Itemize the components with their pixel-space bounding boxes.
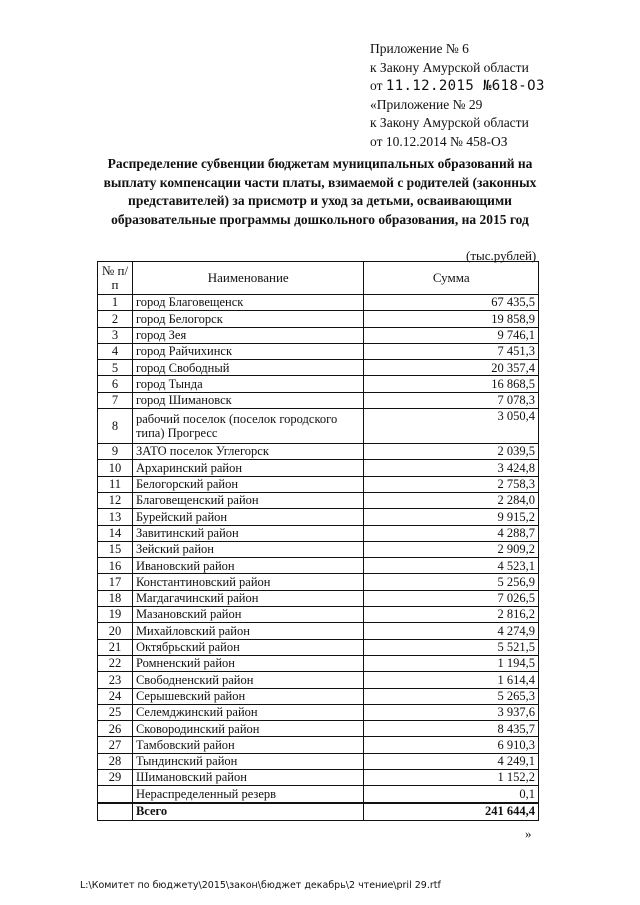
- row-name: город Благовещенск: [132, 295, 364, 311]
- table-row: [98, 327, 539, 343]
- table-row: [98, 525, 539, 541]
- table-row: [98, 639, 539, 655]
- row-name: Константиновский район: [132, 574, 364, 590]
- row-name: ЗАТО поселок Углегорск: [132, 444, 364, 460]
- row-name: город Тында: [132, 376, 364, 392]
- row-name: Ромненский район: [132, 655, 364, 671]
- table-row: [98, 460, 539, 476]
- row-name: Тамбовский район: [132, 737, 364, 753]
- row-name: город Белогорск: [132, 311, 364, 327]
- row-number: 10: [98, 460, 133, 476]
- table-row: [98, 721, 539, 737]
- table-header-row: [98, 262, 539, 295]
- table-row: [98, 343, 539, 359]
- header-num: № п/п: [98, 262, 133, 295]
- row-number: 8: [98, 409, 133, 444]
- row-number: 12: [98, 492, 133, 508]
- table-row: [98, 672, 539, 688]
- row-name: Сковородинский район: [132, 721, 364, 737]
- row-sum: 0,1: [364, 786, 539, 803]
- row-sum: 3 050,4: [364, 409, 539, 444]
- header-sum: Сумма: [364, 262, 539, 295]
- row-number: 19: [98, 607, 133, 623]
- closing-quote: »: [525, 826, 532, 841]
- row-name: Благовещенский район: [132, 492, 364, 508]
- row-name: город Райчихинск: [132, 343, 364, 359]
- row-number: 13: [98, 509, 133, 525]
- table-row: [98, 409, 539, 444]
- row-number: 29: [98, 770, 133, 786]
- row-name: город Шимановск: [132, 392, 364, 408]
- row-sum: 4 249,1: [364, 753, 539, 769]
- row-name: рабочий поселок (поселок городского типа) Прогресс: [132, 409, 364, 444]
- row-number: 22: [98, 655, 133, 671]
- row-number: 25: [98, 704, 133, 720]
- appendix-line-3-prefix: от: [370, 78, 386, 93]
- table-row: [98, 607, 539, 623]
- total-sum: 241 644,4: [364, 803, 539, 821]
- row-sum: 3 424,8: [364, 460, 539, 476]
- row-sum: 67 435,5: [364, 295, 539, 311]
- distribution-table: [97, 261, 539, 821]
- row-name: Завитинский район: [132, 525, 364, 541]
- row-name: Селемджинский район: [132, 704, 364, 720]
- row-sum: 5 521,5: [364, 639, 539, 655]
- unit-label: (тыс.рублей): [466, 248, 537, 263]
- table-row: [98, 688, 539, 704]
- appendix-line-2: к Закону Амурской области: [370, 59, 529, 75]
- row-sum: 1 194,5: [364, 655, 539, 671]
- row-name: Белогорский район: [132, 476, 364, 492]
- row-sum: 16 868,5: [364, 376, 539, 392]
- row-sum: 7 451,3: [364, 343, 539, 359]
- row-name: Архаринский район: [132, 460, 364, 476]
- row-number: [98, 786, 133, 803]
- row-number: 11: [98, 476, 133, 492]
- row-number: 20: [98, 623, 133, 639]
- row-sum: 20 357,4: [364, 360, 539, 376]
- row-name: Магдагачинский район: [132, 590, 364, 606]
- table-row: [98, 295, 539, 311]
- appendix-line-6: от 10.12.2014 № 458-ОЗ: [370, 133, 508, 149]
- row-number: 28: [98, 753, 133, 769]
- row-number: 21: [98, 639, 133, 655]
- row-sum: 4 523,1: [364, 558, 539, 574]
- row-sum: 1 614,4: [364, 672, 539, 688]
- row-name: Зейский район: [132, 541, 364, 557]
- row-name: Свободненский район: [132, 672, 364, 688]
- table-row: [98, 737, 539, 753]
- table-row: [98, 541, 539, 557]
- appendix-line-4: «Приложение № 29: [370, 96, 483, 112]
- row-number: 23: [98, 672, 133, 688]
- row-number: 15: [98, 541, 133, 557]
- total-num: [98, 803, 133, 821]
- table-row: [98, 704, 539, 720]
- row-sum: 7 078,3: [364, 392, 539, 408]
- appendix-line-1: Приложение № 6: [370, 41, 469, 56]
- row-number: 2: [98, 311, 133, 327]
- appendix-line-5: к Закону Амурской области: [370, 115, 529, 130]
- row-sum: 1 152,2: [364, 770, 539, 786]
- total-label: Всего: [132, 803, 364, 821]
- document-title: Распределение субвенции бюджетам муниципальных образований на выплату компенсации части платы, взимаемой с родителей (законных представителей) за присмотр и уход за детьми, осваивающими образовательные программы дошкольного образования, на 2015 год: [103, 156, 537, 227]
- row-number: 26: [98, 721, 133, 737]
- row-sum: 5 256,9: [364, 574, 539, 590]
- row-sum: 9 746,1: [364, 327, 539, 343]
- row-number: 4: [98, 343, 133, 359]
- row-sum: 2 758,3: [364, 476, 539, 492]
- row-sum: 2 909,2: [364, 541, 539, 557]
- row-number: 24: [98, 688, 133, 704]
- row-sum: 4 288,7: [364, 525, 539, 541]
- row-name: Тындинский район: [132, 753, 364, 769]
- row-name: город Свободный: [132, 360, 364, 376]
- row-number: 27: [98, 737, 133, 753]
- table-row: [98, 770, 539, 786]
- row-number: 14: [98, 525, 133, 541]
- row-sum: 2 816,2: [364, 607, 539, 623]
- row-name: Мазановский район: [132, 607, 364, 623]
- row-sum: 4 274,9: [364, 623, 539, 639]
- row-name: город Зея: [132, 327, 364, 343]
- table-row: [98, 590, 539, 606]
- row-sum: 5 265,3: [364, 688, 539, 704]
- row-name: Нераспределенный резерв: [132, 786, 364, 803]
- row-name: Октябрьский район: [132, 639, 364, 655]
- table-row: [98, 574, 539, 590]
- row-name: Михайловский район: [132, 623, 364, 639]
- row-name: Шимановский район: [132, 770, 364, 786]
- table-row: [98, 623, 539, 639]
- row-number: 9: [98, 444, 133, 460]
- appendix-line-3: [370, 77, 545, 96]
- row-sum: 6 910,3: [364, 737, 539, 753]
- row-number: 6: [98, 376, 133, 392]
- row-sum: 8 435,7: [364, 721, 539, 737]
- table-row: [98, 753, 539, 769]
- row-number: 3: [98, 327, 133, 343]
- table-row: [98, 311, 539, 327]
- row-sum: 9 915,2: [364, 509, 539, 525]
- row-sum: 2 284,0: [364, 492, 539, 508]
- table-row: [98, 786, 539, 803]
- table-body: [98, 295, 539, 821]
- row-number: 7: [98, 392, 133, 408]
- row-sum: 2 039,5: [364, 444, 539, 460]
- file-path-footer: L:\Комитет по бюджету\2015\закон\бюджет декабрь\2 чтение\pril 29.rtf: [80, 880, 441, 891]
- row-number: 16: [98, 558, 133, 574]
- row-name: Серышевский район: [132, 688, 364, 704]
- table-row: [98, 392, 539, 408]
- row-name: Ивановский район: [132, 558, 364, 574]
- header-name: Наименование: [132, 262, 364, 295]
- table-row: [98, 444, 539, 460]
- table-row: [98, 476, 539, 492]
- total-row: [98, 803, 539, 821]
- row-sum: 19 858,9: [364, 311, 539, 327]
- appendix-header: [370, 40, 545, 151]
- row-number: 1: [98, 295, 133, 311]
- table-row: [98, 492, 539, 508]
- row-number: 18: [98, 590, 133, 606]
- table-row: [98, 655, 539, 671]
- row-sum: 7 026,5: [364, 590, 539, 606]
- row-number: 17: [98, 574, 133, 590]
- table-row: [98, 558, 539, 574]
- row-number: 5: [98, 360, 133, 376]
- row-name: Бурейский район: [132, 509, 364, 525]
- table-row: [98, 509, 539, 525]
- row-sum: 3 937,6: [364, 704, 539, 720]
- table-row: [98, 376, 539, 392]
- table-row: [98, 360, 539, 376]
- registration-stamp: 11.12.2015 №618-ОЗ: [385, 78, 545, 94]
